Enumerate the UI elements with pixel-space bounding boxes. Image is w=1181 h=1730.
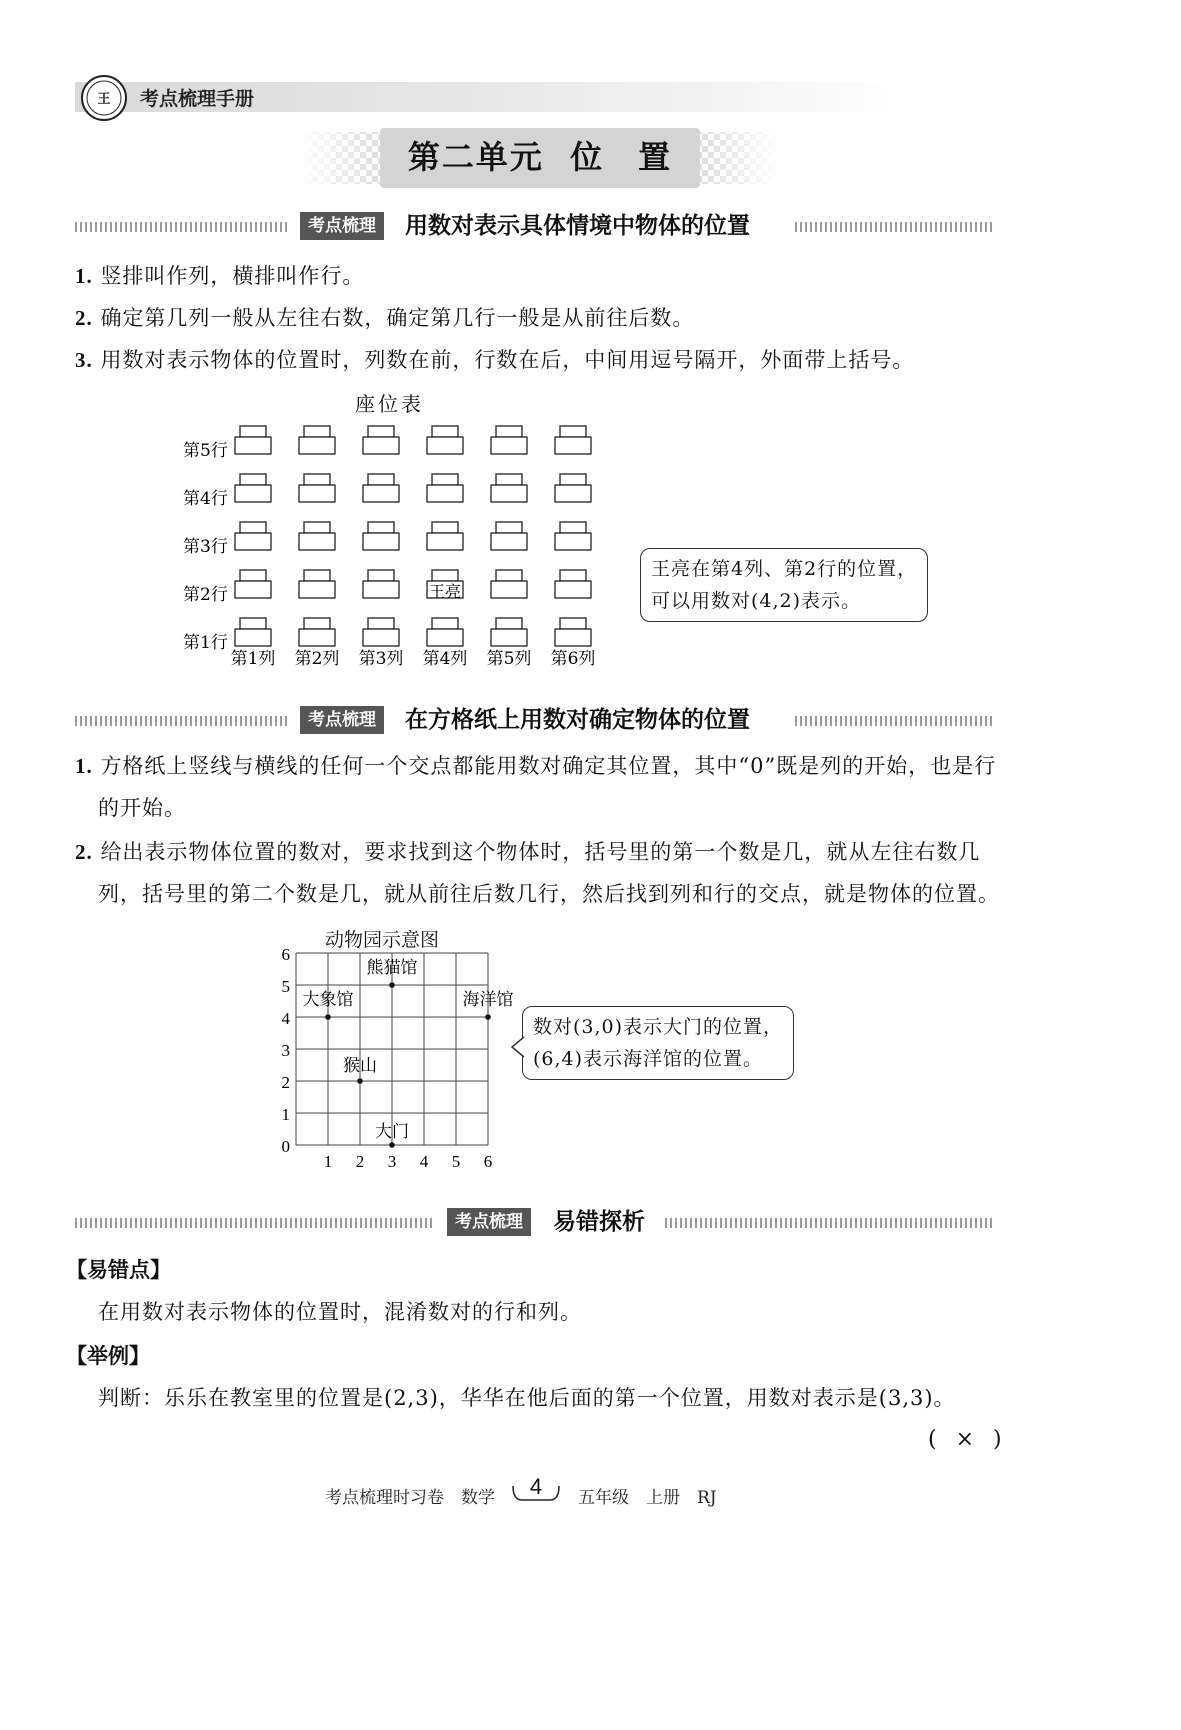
- row-label: 第4行: [183, 489, 228, 509]
- example-label: 【举例】: [66, 1344, 150, 1368]
- seat: [555, 426, 591, 454]
- section-title: 用数对表示具体情境中物体的位置: [405, 213, 750, 239]
- map-point: [389, 1142, 395, 1148]
- column-label: 第4列: [422, 649, 468, 669]
- publisher-logo-icon: [80, 74, 128, 122]
- seat: [555, 522, 591, 550]
- callout-pointer-icon: [510, 1036, 526, 1058]
- zoo-map: [270, 945, 530, 1175]
- column-label: 第1列: [230, 649, 276, 669]
- example-text: 判断：乐乐在教室里的位置是(2,3)，华华在他后面的第一个位置，用数对表示是(3,3)。: [98, 1386, 956, 1410]
- seat: [427, 522, 463, 550]
- map-point: [325, 1014, 331, 1020]
- section-header-3: [75, 1208, 995, 1238]
- list-item: 2. 确定第几列一般从左往右数，确定第几行一般是从前往后数。: [75, 306, 695, 330]
- seat: [555, 570, 591, 598]
- book-title: 考点梳理手册: [140, 88, 255, 110]
- list-item: 2. 给出表示物体位置的数对，要求找到这个物体时，括号里的第一个数是几，就从左往右数几: [75, 840, 981, 864]
- dotted-rule: [795, 716, 995, 726]
- x-tick-label: 1: [323, 1152, 333, 1171]
- row-label: 第1行: [183, 633, 228, 653]
- dotted-rule: [665, 1218, 995, 1228]
- section-tag: 考点梳理: [300, 212, 384, 240]
- seat: [491, 618, 527, 646]
- mistake-point-label: 【易错点】: [66, 1258, 171, 1282]
- x-tick-label: 4: [419, 1152, 429, 1171]
- map-point: [357, 1078, 363, 1084]
- zoo-map-title: 动物园示意图: [325, 929, 440, 951]
- seat: [363, 474, 399, 502]
- column-label: 第6列: [550, 649, 596, 669]
- map-point: [389, 982, 395, 988]
- column-label: 第5列: [486, 649, 532, 669]
- section-title: 易错探析: [553, 1209, 645, 1235]
- seat: [299, 522, 335, 550]
- footer-left: 考点梳理时习卷 数学: [325, 1488, 495, 1508]
- map-point-label: 大象馆: [302, 990, 354, 1010]
- y-tick-label: 6: [281, 945, 290, 964]
- seat: [235, 426, 271, 454]
- mistake-point-text: 在用数对表示物体的位置时，混淆数对的行和列。: [98, 1300, 582, 1324]
- callout-line: (6,4)表示海洋馆的位置。: [533, 1048, 764, 1070]
- list-item-cont: 列，括号里的第二个数是几，就从前往后数几行，然后找到列和行的交点，就是物体的位置。: [98, 882, 1000, 906]
- seat: [299, 426, 335, 454]
- answer-bracket: ( × ): [928, 1427, 1008, 1452]
- seat: [235, 522, 271, 550]
- svg-text:王: 王: [97, 92, 111, 107]
- y-tick-label: 3: [281, 1041, 290, 1060]
- seat-chart: [175, 412, 645, 682]
- list-item: 1. 竖排叫作列，横排叫作行。: [75, 264, 365, 288]
- zoo-callout: [522, 1006, 794, 1080]
- map-point: [485, 1014, 491, 1020]
- seat-callout: [640, 548, 928, 622]
- map-point-label: 猴山: [343, 1056, 377, 1076]
- row-label: 第3行: [183, 537, 228, 557]
- footer-right: 五年级 上册 RJ: [578, 1488, 717, 1508]
- seat: [363, 522, 399, 550]
- page-number: 4: [529, 1474, 543, 1499]
- list-item: 3. 用数对表示物体的位置时，列数在前，行数在后，中间用逗号隔开，外面带上括号。: [75, 348, 915, 372]
- y-tick-label: 0: [281, 1137, 290, 1156]
- y-tick-label: 1: [281, 1105, 290, 1124]
- seat: [555, 618, 591, 646]
- y-tick-label: 5: [281, 977, 290, 996]
- seat: [491, 426, 527, 454]
- list-item: 1. 方格纸上竖线与横线的任何一个交点都能用数对确定其位置，其中“0”既是列的开始，也是行: [75, 754, 997, 778]
- row-label: 第5行: [183, 441, 228, 461]
- dotted-rule: [795, 222, 995, 232]
- x-tick-label: 6: [483, 1152, 493, 1171]
- list-item-cont: 的开始。: [98, 796, 186, 820]
- seat: [299, 474, 335, 502]
- unit-title: 第二单元 位 置: [407, 138, 673, 176]
- x-tick-label: 5: [451, 1152, 461, 1171]
- seat-chart-title: 座位表: [355, 392, 424, 416]
- section-header-1: [75, 212, 995, 242]
- section-title: 在方格纸上用数对确定物体的位置: [405, 707, 750, 733]
- callout-line: 数对(3,0)表示大门的位置，: [533, 1016, 784, 1038]
- y-tick-label: 2: [281, 1073, 290, 1092]
- column-label: 第3列: [358, 649, 404, 669]
- dotted-rule: [75, 716, 290, 726]
- callout-line: 王亮在第4列、第2行的位置，: [651, 558, 918, 580]
- callout-line: 可以用数对(4,2)表示。: [651, 590, 862, 612]
- section-tag: 考点梳理: [300, 706, 384, 734]
- seat: [235, 570, 271, 598]
- seat: [491, 522, 527, 550]
- x-tick-label: 3: [387, 1152, 397, 1171]
- seat: [555, 474, 591, 502]
- column-label: 第2列: [294, 649, 340, 669]
- x-tick-label: 2: [355, 1152, 365, 1171]
- seat: [491, 474, 527, 502]
- seat: [363, 618, 399, 646]
- map-point-label: 大门: [375, 1122, 409, 1142]
- row-label: 第2行: [183, 585, 228, 605]
- map-point-label: 海洋馆: [462, 990, 514, 1010]
- seat: [427, 426, 463, 454]
- seat: [299, 570, 335, 598]
- seat: [235, 618, 271, 646]
- seat: [427, 618, 463, 646]
- seat: [427, 474, 463, 502]
- map-point-label: 熊猫馆: [366, 958, 418, 978]
- seat: [363, 570, 399, 598]
- seat: [299, 618, 335, 646]
- dotted-rule: [75, 222, 290, 232]
- dotted-rule: [75, 1218, 435, 1228]
- section-header-2: [75, 706, 995, 736]
- seat: [363, 426, 399, 454]
- section-tag: 考点梳理: [447, 1208, 531, 1236]
- seat: [235, 474, 271, 502]
- seat: [491, 570, 527, 598]
- student-label: 王亮: [428, 582, 462, 601]
- y-tick-label: 4: [281, 1009, 290, 1028]
